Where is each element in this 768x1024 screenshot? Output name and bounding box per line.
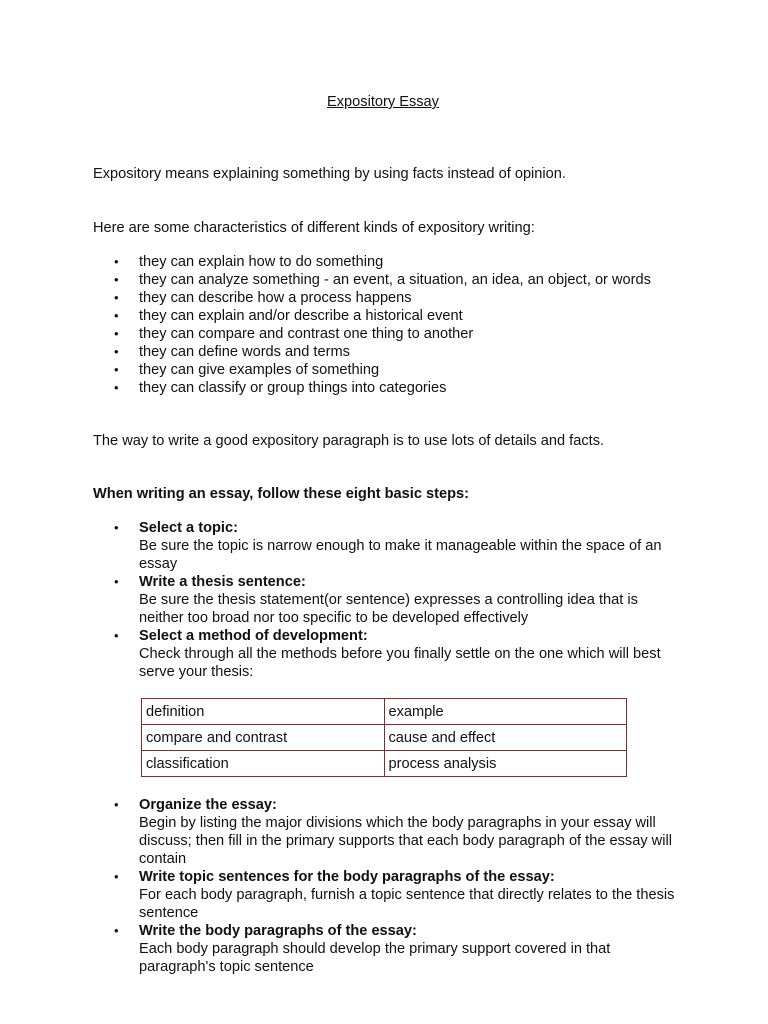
document-title: Expository Essay bbox=[327, 94, 439, 110]
table-cell: definition bbox=[142, 699, 385, 725]
characteristics-list bbox=[93, 253, 653, 397]
list-item: • they can define words and terms bbox=[93, 343, 653, 361]
list-item: • they can give examples of something bbox=[93, 361, 653, 379]
step-item bbox=[93, 868, 683, 922]
steps-heading: When writing an essay, follow these eight basic steps: bbox=[93, 486, 470, 502]
list-item: • they can analyze something - an event, a situation, an idea, an object, or words bbox=[93, 271, 653, 289]
methods-table bbox=[141, 698, 627, 777]
table-cell: cause and effect bbox=[384, 725, 627, 751]
step-title: • Write the body paragraphs of the essay: bbox=[139, 923, 417, 939]
steps-list-first bbox=[93, 519, 683, 681]
step-title: • Select a topic: bbox=[139, 520, 238, 536]
step-title: • Write a thesis sentence: bbox=[139, 574, 306, 590]
table-row bbox=[142, 725, 627, 751]
step-title: • Write topic sentences for the body paragraphs of the essay: bbox=[139, 869, 555, 885]
table-cell: process analysis bbox=[384, 751, 627, 777]
step-item bbox=[93, 922, 683, 976]
steps-list-second bbox=[93, 796, 683, 976]
list-item: • they can explain how to do something bbox=[93, 253, 653, 271]
list-item: • they can compare and contrast one thing to another bbox=[93, 325, 653, 343]
step-description: Check through all the methods before you finally settle on the one which will best serve your thesis: bbox=[139, 646, 661, 680]
step-description: Each body paragraph should develop the primary support covered in that paragraph's topic sentence bbox=[139, 941, 611, 975]
table-cell: example bbox=[384, 699, 627, 725]
characteristics-lead: Here are some characteristics of different kinds of expository writing: bbox=[93, 220, 535, 236]
step-item bbox=[93, 796, 683, 868]
good-paragraph-note: The way to write a good expository paragraph is to use lots of details and facts. bbox=[93, 433, 605, 449]
table-cell: compare and contrast bbox=[142, 725, 385, 751]
step-description: Be sure the topic is narrow enough to make it manageable within the space of an essay bbox=[139, 538, 662, 572]
step-item bbox=[93, 627, 683, 681]
intro-paragraph: Expository means explaining something by using facts instead of opinion. bbox=[93, 166, 566, 182]
step-item bbox=[93, 573, 683, 627]
table-row bbox=[142, 699, 627, 725]
step-description: Be sure the thesis statement(or sentence) expresses a controlling idea that is neither too broad nor too specific to be developed effectively bbox=[139, 592, 638, 626]
step-description: Begin by listing the major divisions which the body paragraphs in your essay will discuss; then fill in the primary supports that each body paragraph of the essay will contain bbox=[139, 815, 672, 867]
table-cell: classification bbox=[142, 751, 385, 777]
step-title: • Select a method of development: bbox=[139, 628, 368, 644]
step-description: For each body paragraph, furnish a topic sentence that directly relates to the thesis sentence bbox=[139, 887, 675, 921]
table-row bbox=[142, 751, 627, 777]
list-item: • they can classify or group things into categories bbox=[93, 379, 653, 397]
list-item: • they can describe how a process happens bbox=[93, 289, 653, 307]
list-item: • they can explain and/or describe a historical event bbox=[93, 307, 653, 325]
step-item bbox=[93, 519, 683, 573]
step-title: • Organize the essay: bbox=[139, 797, 277, 813]
